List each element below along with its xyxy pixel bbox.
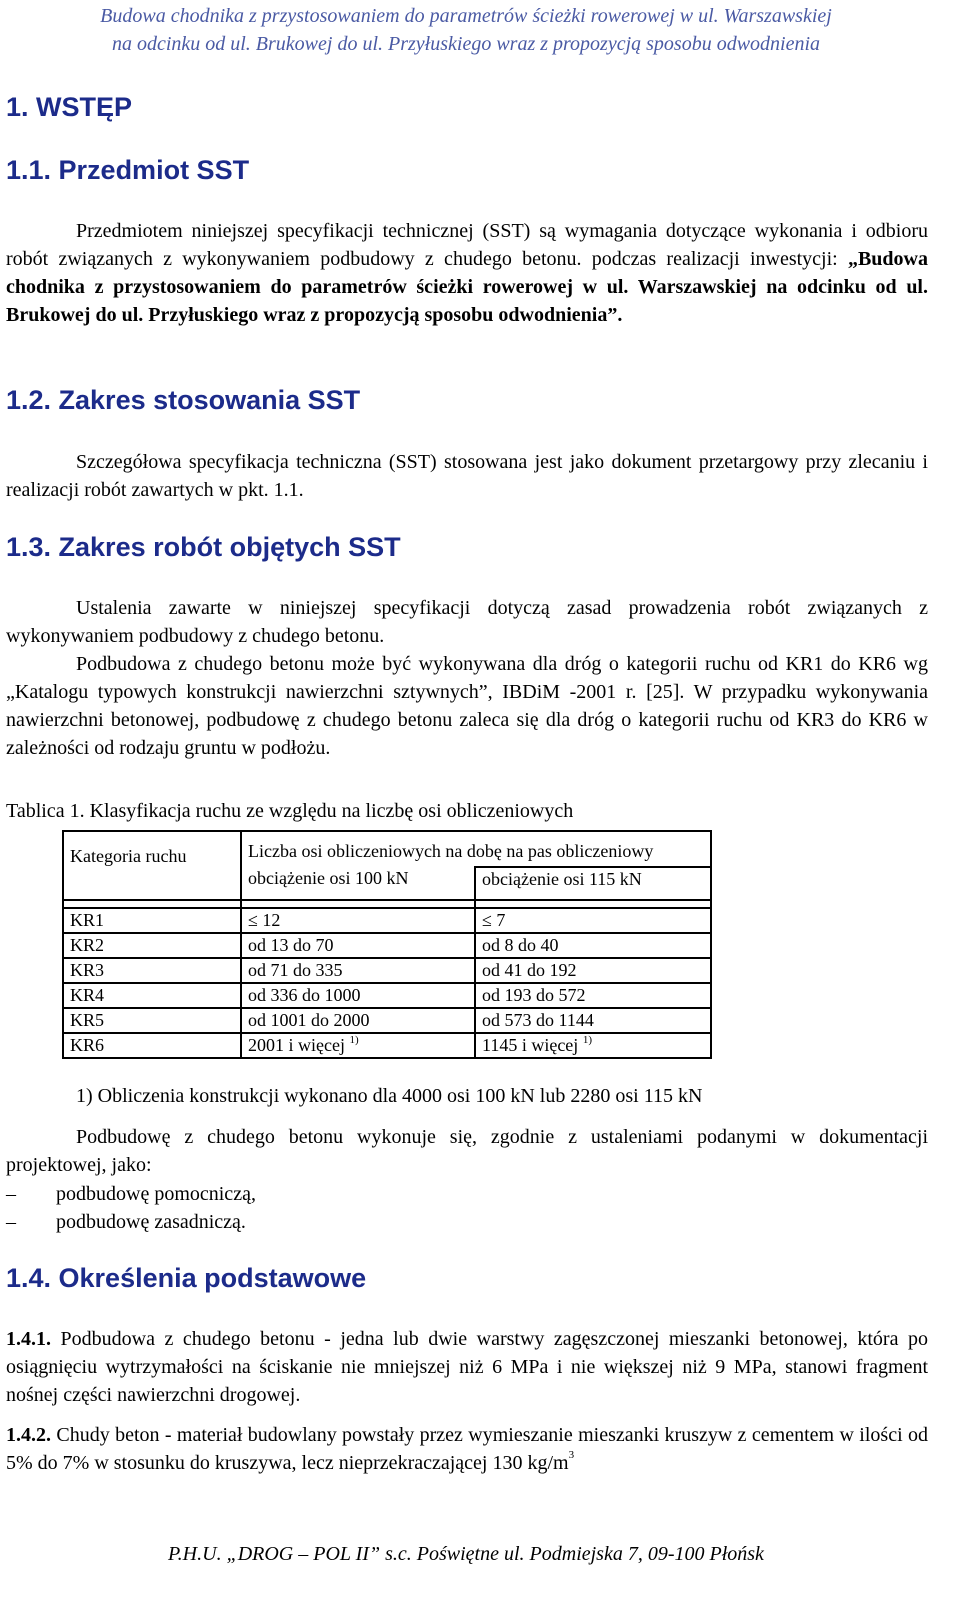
- cell-value: od 13 do 70: [248, 935, 334, 955]
- table-caption: Tablica 1. Klasyfikacja ruchu ze względu na liczbę osi obliczeniowych: [6, 800, 574, 822]
- cell-value: od 8 do 40: [482, 935, 559, 955]
- table-spacer-row: [63, 900, 711, 908]
- table-cell-100kn: [241, 1033, 475, 1058]
- table-cell-115kn: [475, 908, 711, 933]
- table-cell-category: KR5: [63, 1008, 241, 1033]
- table-row: [63, 1008, 711, 1033]
- cell-value: od 573 do 1144: [482, 1010, 594, 1030]
- cell-value: ≤ 7: [482, 910, 506, 930]
- table-cell-115kn: [475, 983, 711, 1008]
- paragraph-subject-text: Przedmiotem niniejszej specyfikacji technicznej (SST) są wymagania dotyczące wykonania i odbioru robót związanych z wykonywaniem podbudowy z chudego betonu. podczas realizacji inwestycji:: [6, 220, 928, 270]
- list-item-text: podbudowę zasadniczą.: [56, 1211, 246, 1233]
- table-spacer-cell: [241, 900, 475, 908]
- section-heading-1-3: 1.3. Zakres robót objętych SST: [6, 532, 401, 562]
- cell-value: od 1001 do 2000: [248, 1010, 370, 1030]
- section-heading-1: 1. WSTĘP: [6, 92, 133, 122]
- table-header-row: [63, 831, 711, 867]
- cell-value: od 71 do 335: [248, 960, 343, 980]
- table-spacer-cell: [63, 900, 241, 908]
- cell-value: ≤ 12: [248, 910, 281, 930]
- paragraph-works-scope: Ustalenia zawarte w niniejszej specyfikacji dotyczą zasad prowadzenia robót związanych z wykonywaniem podbudowy z chudego betonu.: [6, 597, 928, 647]
- table-header-axle-count: Liczba osi obliczeniowych na dobę na pas obliczeniowy: [241, 831, 711, 867]
- table-spacer-cell: [475, 900, 711, 908]
- paragraph-traffic-categories: Podbudowa z chudego betonu może być wykonywana dla dróg o kategorii ruchu od KR1 do KR6 wg „Katalogu typowych konstrukcji nawierzchni sztywnych”, IBDiM -2001 r. [25]. W przypadku wykonywania nawierzchni betonowej, podbudowę z chudego betonu zaleca się dla dróg o kategorii ruchu od KR3 do KR6 w zależności od rodzaju gruntu w podłożu.: [6, 653, 928, 759]
- table-row: [63, 983, 711, 1008]
- paragraph-subject: [6, 217, 928, 329]
- definition-1-4-1: [6, 1325, 928, 1409]
- cell-value: od 193 do 572: [482, 985, 586, 1005]
- table-cell-100kn: [241, 908, 475, 933]
- table-cell-category: KR2: [63, 933, 241, 958]
- table-cell-category: KR4: [63, 983, 241, 1008]
- table-header-category: Kategoria ruchu: [63, 831, 241, 900]
- table-cell-100kn: [241, 958, 475, 983]
- section-heading-1-1: 1.1. Przedmiot SST: [6, 155, 250, 185]
- table-cell-115kn: [475, 1033, 711, 1058]
- definition-number: 1.4.1.: [6, 1328, 51, 1350]
- table-cell-category: KR1: [63, 908, 241, 933]
- dash-bullet: –: [6, 1211, 16, 1233]
- table-cell-115kn: [475, 933, 711, 958]
- footnote-marker: 1): [349, 1034, 359, 1046]
- list-item-text: podbudowę pomocniczą,: [56, 1183, 256, 1205]
- table-cell-100kn: [241, 1008, 475, 1033]
- table-row: [63, 908, 711, 933]
- definition-text: Podbudowa z chudego betonu - jedna lub dwie warstwy zagęszczonej mieszanki betonowej, która po osiągnięciu wytrzymałości na ściskanie nie mniejszej niż 6 MPa i nie większej niż 9 MPa, stanowi fragment nośnej części nawierzchni drogowej.: [6, 1328, 928, 1406]
- project-name: „Budowa chodnika z przystosowaniem do parametrów ścieżki rowerowej w ul. Warszawskiej na odcinku od ul. Brukowej do ul. Przyłuskiego wraz z propozycją sposobu odwodnienia”.: [6, 248, 928, 326]
- table-row: [63, 958, 711, 983]
- page-footer: P.H.U. „DROG – POL II” s.c. Poświętne ul. Podmiejska 7, 09-100 Płońsk: [168, 1543, 764, 1565]
- section-heading-1-2: 1.2. Zakres stosowania SST: [6, 385, 361, 415]
- running-header: [0, 2, 932, 58]
- table-header-115kn: obciążenie osi 115 kN: [475, 867, 711, 900]
- footnote-marker: 1): [582, 1034, 592, 1046]
- cell-value: od 41 do 192: [482, 960, 577, 980]
- dash-bullet: –: [6, 1183, 16, 1205]
- table-row: [63, 1033, 711, 1058]
- paragraph-scope: Szczegółowa specyfikacja techniczna (SST) stosowana jest jako dokument przetargowy przy zlecaniu i realizacji robót zawartych w pkt. 1.1.: [6, 451, 928, 501]
- superscript: 3: [568, 1449, 575, 1461]
- table-header-100kn: obciążenie osi 100 kN: [241, 867, 475, 900]
- table-footnote: 1) Obliczenia konstrukcji wykonano dla 4000 osi 100 kN lub 2280 osi 115 kN: [76, 1085, 703, 1107]
- list-item: [6, 1180, 256, 1208]
- paragraph-base-types: Podbudowę z chudego betonu wykonuje się, zgodnie z ustaleniami podanymi w dokumentacji projektowej, jako:: [6, 1126, 928, 1176]
- table-cell-category: KR3: [63, 958, 241, 983]
- cell-value: 2001 i więcej: [248, 1035, 350, 1055]
- header-line-2: na odcinku od ul. Brukowej do ul. Przyłuskiego wraz z propozycją sposobu odwodnienia: [111, 33, 821, 55]
- definition-number: 1.4.2.: [6, 1424, 51, 1446]
- section-heading-1-4: 1.4. Określenia podstawowe: [6, 1263, 367, 1293]
- definition-text: Chudy beton - materiał budowlany powstały przez wymieszanie mieszanki kruszyw z cementem w ilości od 5% do 7% w stosunku do kruszywa, lecz nieprzekraczającej 130 kg/m: [6, 1424, 928, 1474]
- table-cell-100kn: [241, 983, 475, 1008]
- list-item: [6, 1208, 246, 1236]
- table-cell-115kn: [475, 958, 711, 983]
- cell-value: od 336 do 1000: [248, 985, 361, 1005]
- table-row: [63, 933, 711, 958]
- table-cell-115kn: [475, 1008, 711, 1033]
- table-cell-100kn: [241, 933, 475, 958]
- header-line-1: Budowa chodnika z przystosowaniem do parametrów ścieżki rowerowej w ul. Warszawskiej: [100, 5, 832, 27]
- definition-1-4-2: [6, 1421, 928, 1477]
- traffic-classification-table: [62, 830, 712, 1059]
- cell-value: 1145 i więcej: [482, 1035, 583, 1055]
- table-cell-category: KR6: [63, 1033, 241, 1058]
